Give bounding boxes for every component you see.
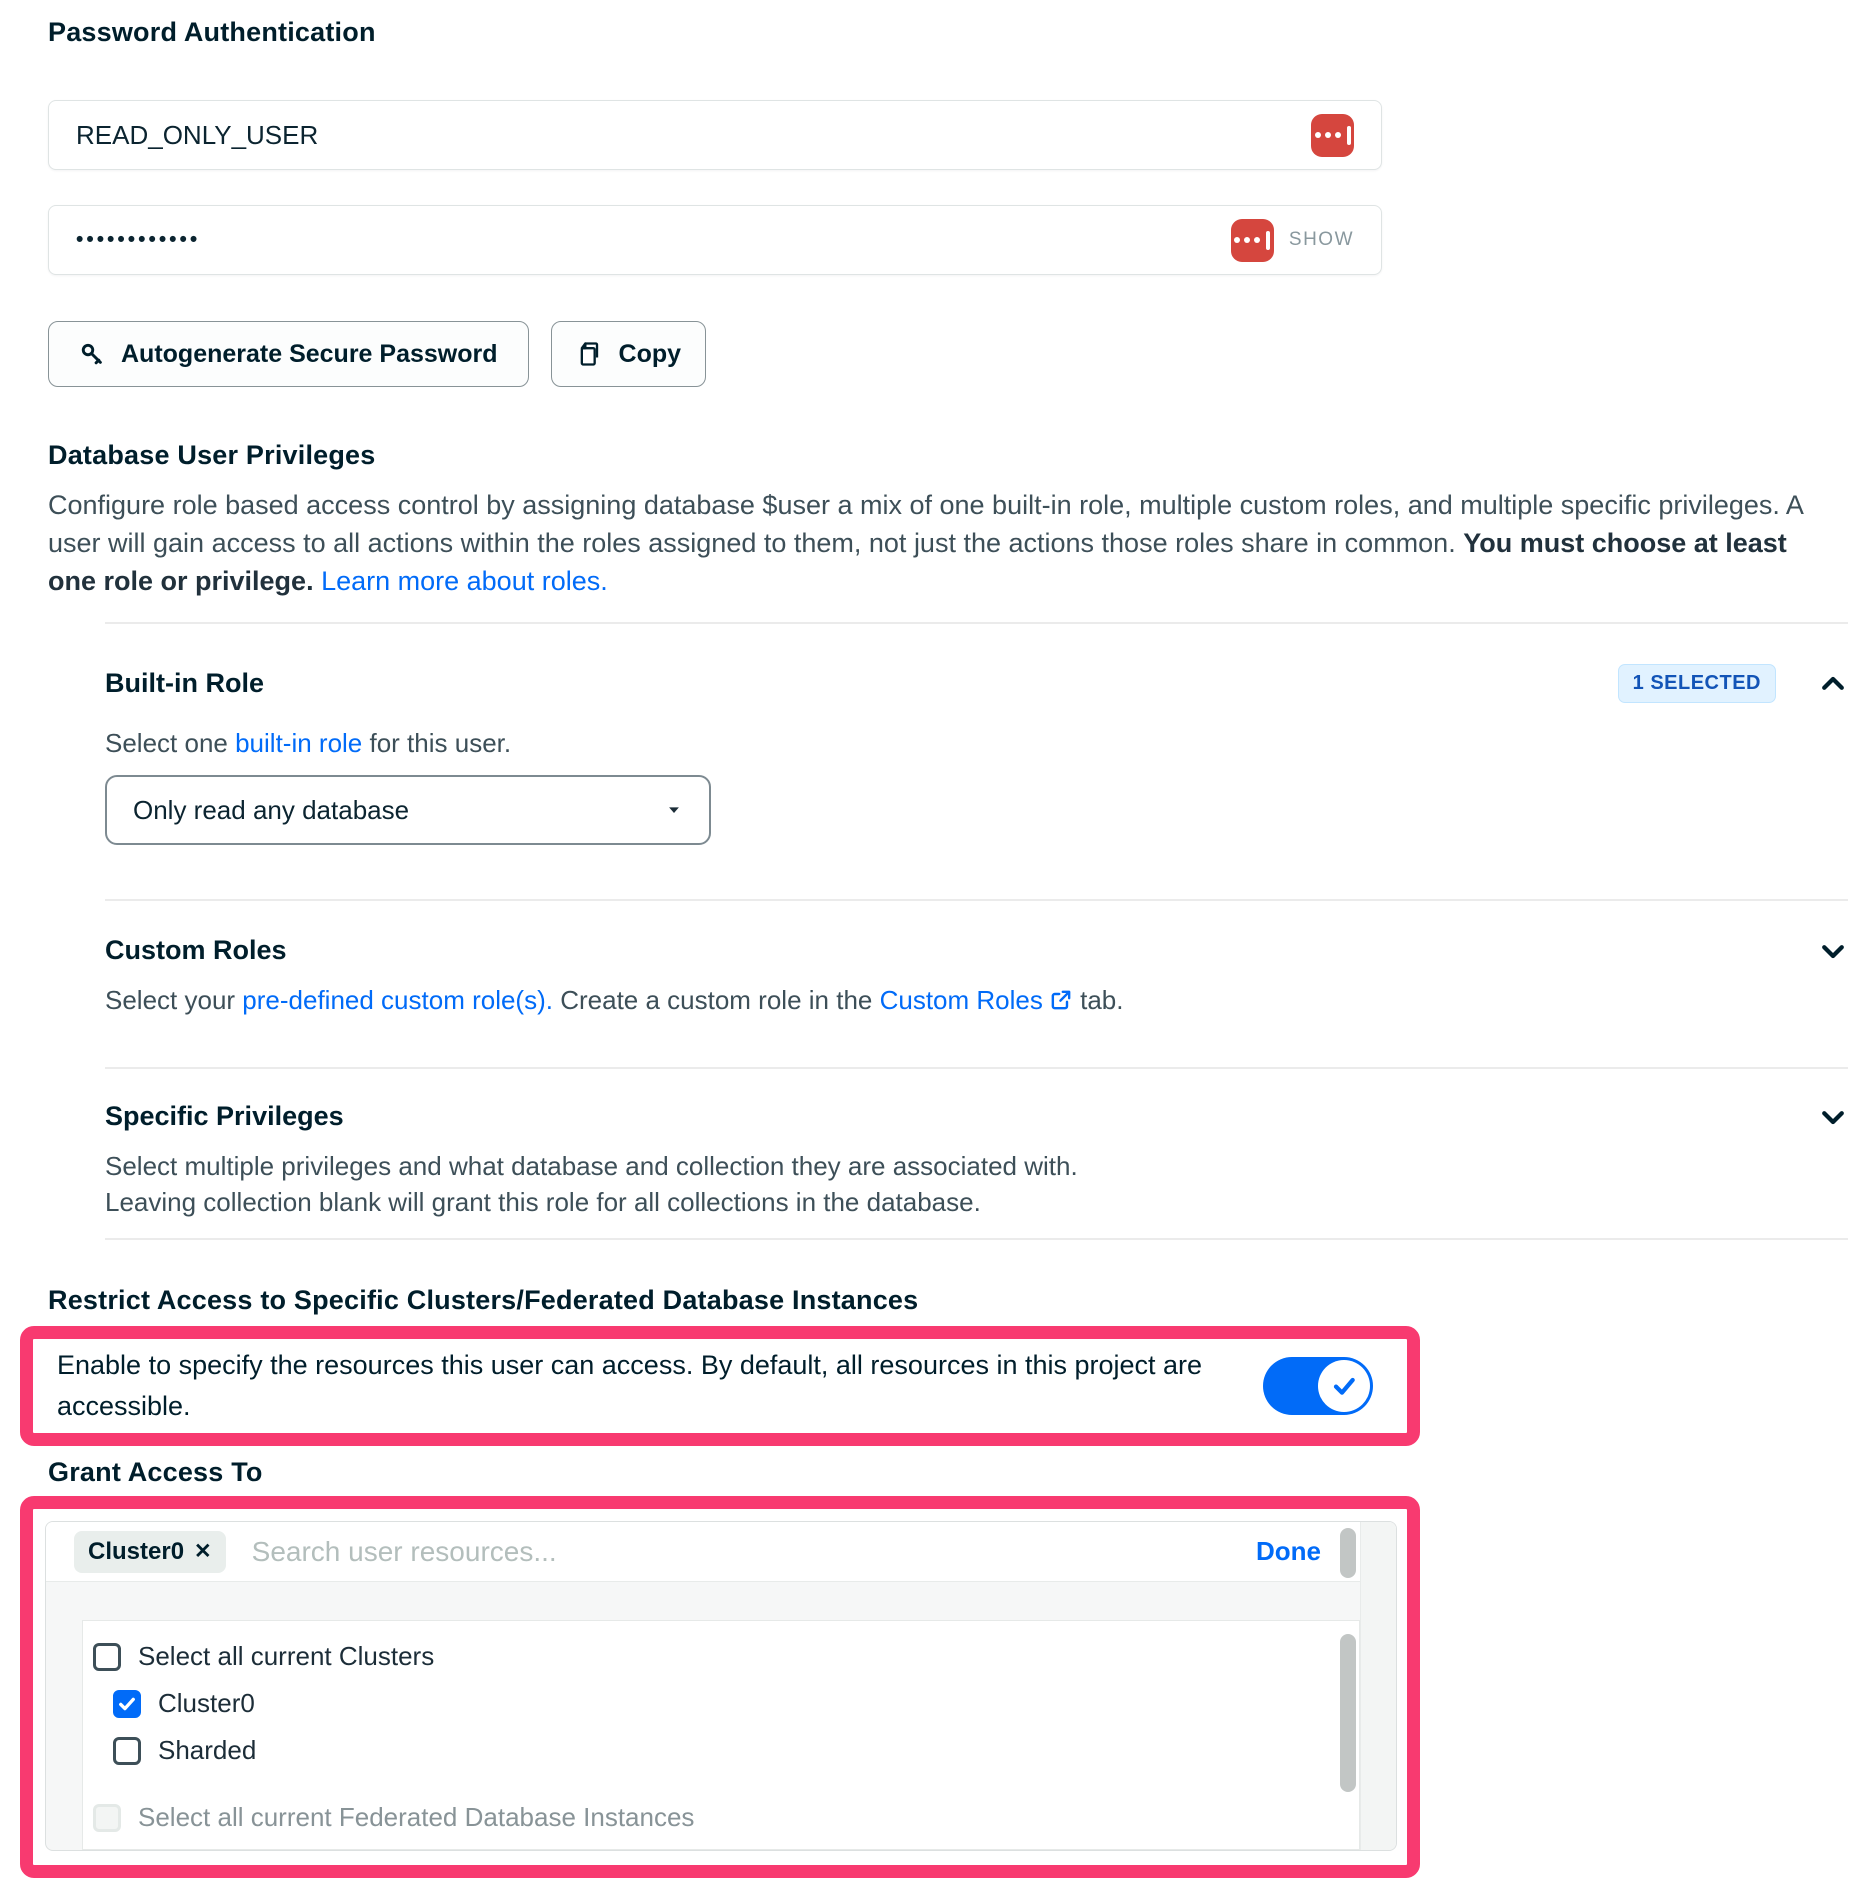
password-manager-icon[interactable] <box>1311 114 1354 157</box>
built-in-role-description <box>105 725 1848 761</box>
built-in-role-dropdown[interactable] <box>105 775 711 845</box>
list-item-label: Sharded <box>158 1735 257 1765</box>
checkbox-checked[interactable] <box>113 1690 141 1718</box>
chevron-up-icon[interactable] <box>1818 669 1848 699</box>
custom-roles-tab-link[interactable]: Custom Roles <box>879 985 1043 1015</box>
password-authentication-heading: Password Authentication <box>48 17 376 47</box>
dropdown-value: Only read any database <box>133 794 410 825</box>
desc-text: Leaving collection blank will grant this role for all collections in the database. <box>105 1187 981 1217</box>
password-actions <box>48 321 1872 387</box>
remove-chip-icon[interactable]: ✕ <box>194 1540 212 1563</box>
built-in-role-section <box>105 624 1848 899</box>
resource-search-input[interactable] <box>252 1536 1240 1568</box>
specific-privileges-description <box>105 1148 1848 1220</box>
restrict-access-highlight-box <box>20 1326 1420 1446</box>
checkbox[interactable] <box>93 1643 121 1671</box>
copy-label: Copy <box>618 339 682 368</box>
chevron-down-icon[interactable] <box>1818 936 1848 966</box>
username-input[interactable] <box>76 120 1311 151</box>
toggle-knob <box>1318 1360 1370 1412</box>
intro-bold-text: You must choose at least one role or privilege. <box>48 528 1787 596</box>
panel-scrollbar-track <box>1360 1522 1396 1850</box>
autogenerate-password-button[interactable] <box>48 321 529 387</box>
show-password-button[interactable]: SHOW <box>1288 229 1354 250</box>
list-item-label: Select all current Federated Database Instances <box>138 1802 695 1832</box>
list-scrollbar-thumb[interactable] <box>1340 1634 1356 1792</box>
desc-text: Create a custom role in the <box>552 985 880 1015</box>
desc-text: Select multiple privileges and what database and collection they are associated with. <box>105 1151 1078 1181</box>
copy-icon <box>576 340 604 368</box>
desc-text: tab. <box>1072 985 1124 1015</box>
built-in-role-link[interactable]: built-in role <box>235 728 363 758</box>
desc-text: Select your <box>105 985 243 1015</box>
list-item-cluster0[interactable] <box>83 1680 1359 1727</box>
learn-more-roles-link[interactable]: Learn more about roles. <box>313 566 608 596</box>
selected-count-badge: 1 SELECTED <box>1618 664 1776 703</box>
restrict-access-toggle[interactable] <box>1263 1357 1373 1415</box>
resource-multiselect-panel <box>45 1521 1397 1851</box>
caret-down-icon <box>665 795 683 826</box>
password-manager-icon[interactable] <box>1231 219 1274 262</box>
username-field-wrapper <box>48 100 1382 170</box>
chevron-down-icon[interactable] <box>1818 1102 1848 1132</box>
list-item-label: Cluster0 <box>158 1688 255 1718</box>
list-item-label: Select all current Clusters <box>138 1641 435 1671</box>
custom-roles-section <box>105 901 1848 1067</box>
restrict-access-toggle-description: Enable to specify the resources this user can access. By default, all resources in this project are accessible. <box>57 1350 1203 1421</box>
intro-text: Configure role based access control by assigning database $user a mix of one built-in role, multiple custom roles, and multiple specific privileges. A user will gain access to all actions within the roles assigned to them, not just the actions those roles share in common. <box>48 490 1803 558</box>
list-item-select-all-federated <box>83 1794 1359 1841</box>
copy-password-button[interactable] <box>551 321 707 387</box>
restrict-access-heading: Restrict Access to Specific Clusters/Federated Database Instances <box>48 1285 919 1315</box>
chip-label: Cluster0 <box>88 1537 185 1565</box>
privileges-intro <box>48 486 1838 600</box>
password-field-wrapper <box>48 205 1382 275</box>
list-item-select-all-clusters[interactable] <box>83 1633 1359 1680</box>
specific-privileges-section <box>105 1069 1848 1238</box>
specific-privileges-heading: Specific Privileges <box>105 1101 344 1131</box>
grant-access-heading: Grant Access To <box>48 1457 263 1487</box>
desc-text: Select one <box>105 728 236 758</box>
panel-scrollbar-thumb[interactable] <box>1340 1528 1356 1578</box>
grant-access-highlight-box <box>20 1496 1420 1878</box>
done-button[interactable]: Done <box>1256 1536 1321 1566</box>
divider <box>105 1238 1848 1240</box>
list-item-sharded[interactable] <box>83 1727 1359 1774</box>
autogenerate-label: Autogenerate Secure Password <box>121 339 498 368</box>
resource-listbox <box>82 1620 1360 1850</box>
built-in-role-heading: Built-in Role <box>105 668 264 698</box>
checkbox-disabled <box>93 1804 121 1832</box>
database-user-privileges-heading: Database User Privileges <box>48 440 376 470</box>
selected-resource-chip <box>74 1531 226 1573</box>
key-icon <box>79 341 106 368</box>
check-icon <box>1328 1370 1360 1402</box>
password-masked-value[interactable]: •••••••••••• <box>76 228 201 251</box>
predefined-custom-roles-link[interactable]: pre-defined custom role(s). <box>242 985 553 1015</box>
resource-search-bar <box>46 1522 1396 1582</box>
external-link-icon[interactable] <box>1049 985 1073 1021</box>
desc-text: for this user. <box>362 728 512 758</box>
custom-roles-heading: Custom Roles <box>105 935 287 965</box>
roles-accordion <box>105 622 1848 1240</box>
custom-roles-description <box>105 982 1848 1021</box>
checkbox[interactable] <box>113 1737 141 1765</box>
